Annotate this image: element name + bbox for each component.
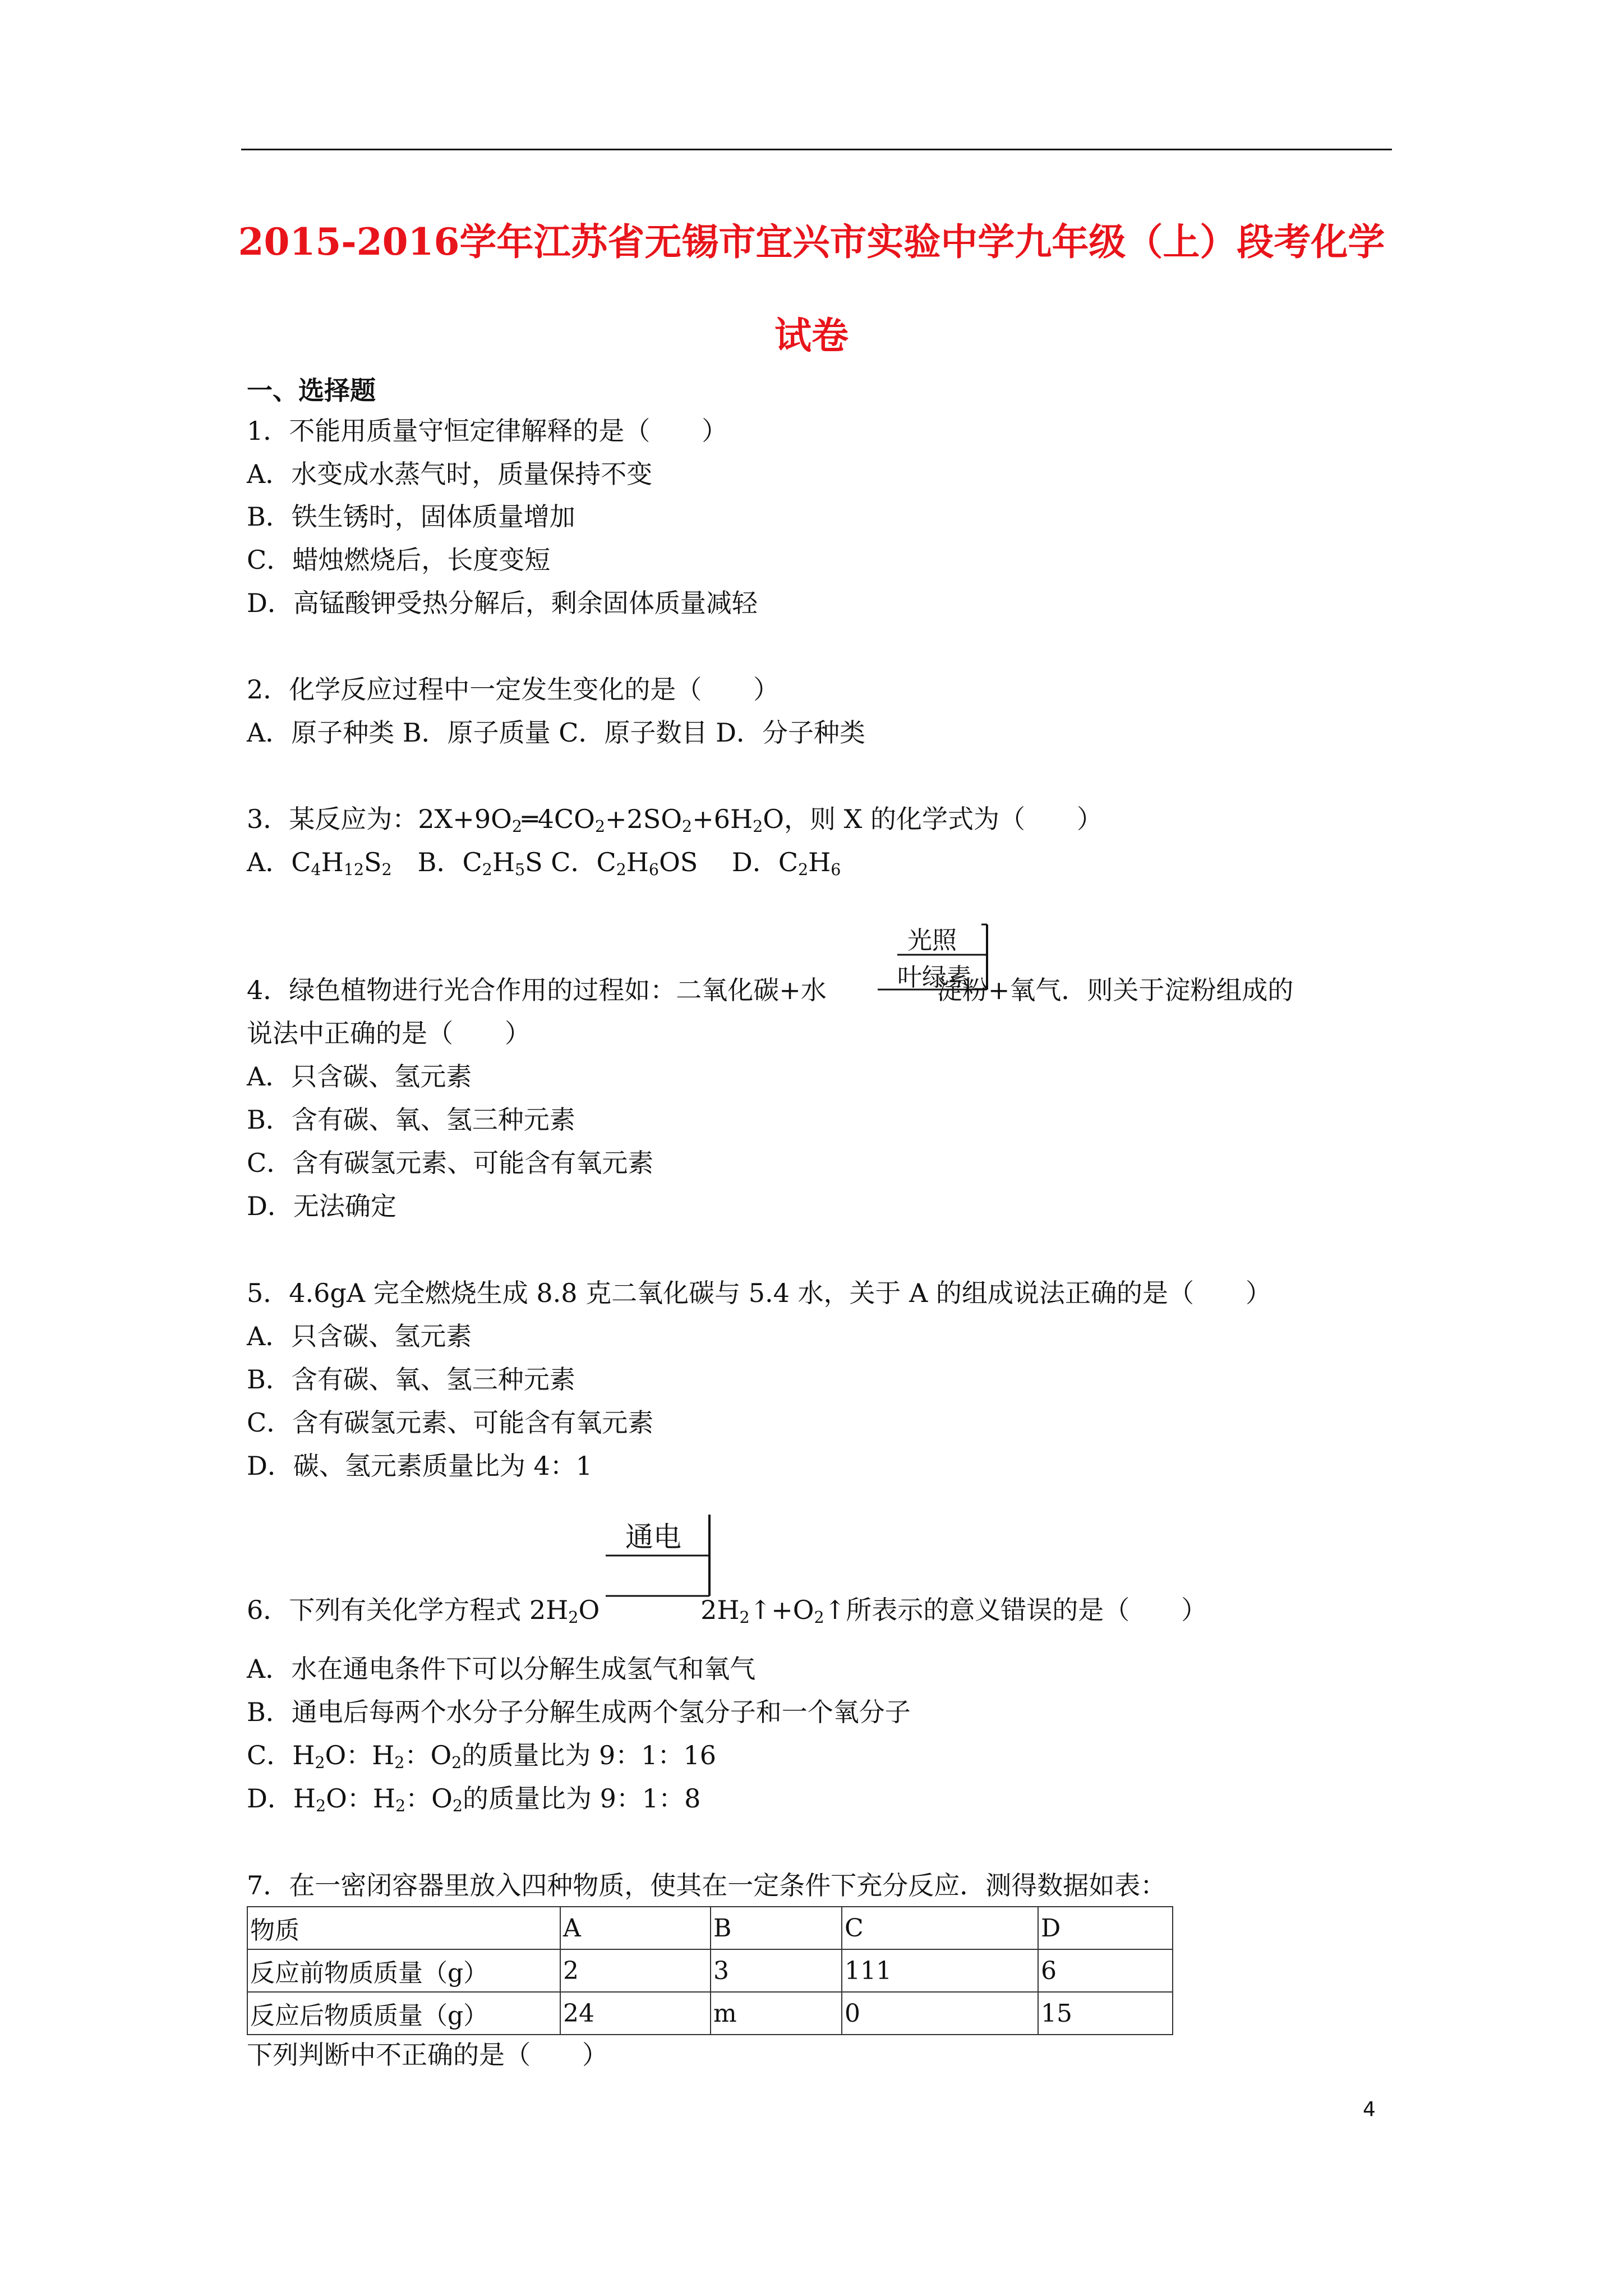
table-cell: 物质: [247, 1907, 560, 1949]
section-heading: 一、选择题: [247, 375, 376, 406]
q2-options: A．原子种类 B．原子质量 C．原子数目 D．分子种类: [247, 717, 865, 748]
q1-option-c: C．蜡烛燃烧后，长度变短: [247, 545, 551, 575]
table-cell: 6: [1038, 1949, 1173, 1992]
q3-options: A．$C_4H_{12}S_2$ B．$C_2H_5S$ C．$C_2H_6OS$ D．$C_2H_6$: [247, 847, 841, 880]
q7-stem: 7．在一密闭容器里放入四种物质，使其在一定条件下充分反应．测得数据如表：: [247, 1870, 1166, 1901]
q3-stem: 3．某反应为：$2X+9O_2═4CO_2+2SO_2+6H_2O$，则 X 的化学式为（ ）: [247, 804, 1103, 836]
table-cell: 0: [842, 1992, 1038, 2035]
q5-option-d: D．碳、氢元素质量比为 4：1: [247, 1451, 593, 1481]
table-row: [247, 1992, 1173, 2035]
q5-option-c: C．含有碳氢元素、可能含有氧元素: [247, 1407, 654, 1438]
table-cell: 反应前物质质量（g）: [247, 1949, 560, 1992]
table-cell: 111: [842, 1949, 1038, 1992]
table-cell: 3: [711, 1949, 842, 1992]
q4-stem-line2: 说法中正确的是（ ）: [247, 1018, 531, 1048]
q4-option-d: D．无法确定: [247, 1191, 396, 1221]
q4-option-b: B．含有碳、氧、氢三种元素: [247, 1105, 575, 1135]
q4-option-c: C．含有碳氢元素、可能含有氧元素: [247, 1148, 654, 1178]
table-cell: m: [711, 1992, 842, 2035]
q1-stem: 1．不能用质量守恒定律解释的是（ ）: [247, 416, 728, 446]
exam-title-line2: 试卷: [774, 314, 849, 357]
page-number: 4: [1363, 2098, 1376, 2121]
q5-option-a: A．只含碳、氢元素: [247, 1321, 472, 1351]
table-cell: C: [842, 1907, 1038, 1949]
q7-data-table: [247, 1906, 1173, 2035]
q4-option-a: A．只含碳、氢元素: [247, 1061, 472, 1092]
table-row: [247, 1907, 1173, 1949]
q4-condition-chlorophyll: 叶绿素: [897, 963, 971, 992]
q4-stem: 4．绿色植物进行光合作用的过程如：二氧化碳+水 淀粉+氧气．则关于淀粉组成的: [247, 975, 1294, 1005]
q1-option-b: B．铁生锈时，固体质量增加: [247, 501, 575, 532]
q6-reaction-arrow: [606, 1512, 718, 1602]
table-cell: 2: [560, 1949, 711, 1992]
table-row: [247, 1949, 1173, 1992]
q6-option-c: C．$H_2O$：$H_2$：$O_2$的质量比为 9：1：16: [247, 1740, 717, 1773]
q5-option-b: B．含有碳、氧、氢三种元素: [247, 1364, 575, 1395]
q6-option-b: B．通电后每两个水分子分解生成两个氢分子和一个氧分子: [247, 1697, 911, 1727]
table-cell: 24: [560, 1992, 711, 2035]
table-cell: D: [1038, 1907, 1173, 1949]
table-cell: B: [711, 1907, 842, 1949]
header-rule: [241, 149, 1392, 150]
q6-condition-electricity: 通电: [625, 1521, 681, 1553]
q6-option-d: D．$H_2O$：$H_2$：$O_2$的质量比为 9：1：8: [247, 1783, 701, 1816]
q4-condition-light: 光照: [907, 926, 957, 955]
table-cell: A: [560, 1907, 711, 1949]
table-cell: 15: [1038, 1992, 1173, 2035]
q1-option-d: D．高锰酸钾受热分解后，剩余固体质量减轻: [247, 588, 758, 618]
exam-title-line1: 2015-2016学年江苏省无锡市宜兴市实验中学九年级（上）段考化学: [238, 220, 1385, 264]
q5-stem: 5．4.6gA 完全燃烧生成 8.8 克二氧化碳与 5.4 水，关于 A 的组成说法正确的是（ ）: [247, 1278, 1271, 1308]
q6-option-a: A．水在通电条件下可以分解生成氢气和氧气: [247, 1654, 756, 1684]
q6-stem: 6．下列有关化学方程式 $2H_2O$ $2H_2↑+O_2↑$所表示的意义错误的是（ ）: [247, 1595, 1207, 1627]
table-cell: 反应后物质质量（g）: [247, 1992, 560, 2035]
q7-followup: 下列判断中不正确的是（ ）: [247, 2040, 608, 2070]
q1-option-a: A．水变成水蒸气时，质量保持不变: [247, 459, 653, 489]
q2-stem: 2．化学反应过程中一定发生变化的是（ ）: [247, 674, 780, 705]
